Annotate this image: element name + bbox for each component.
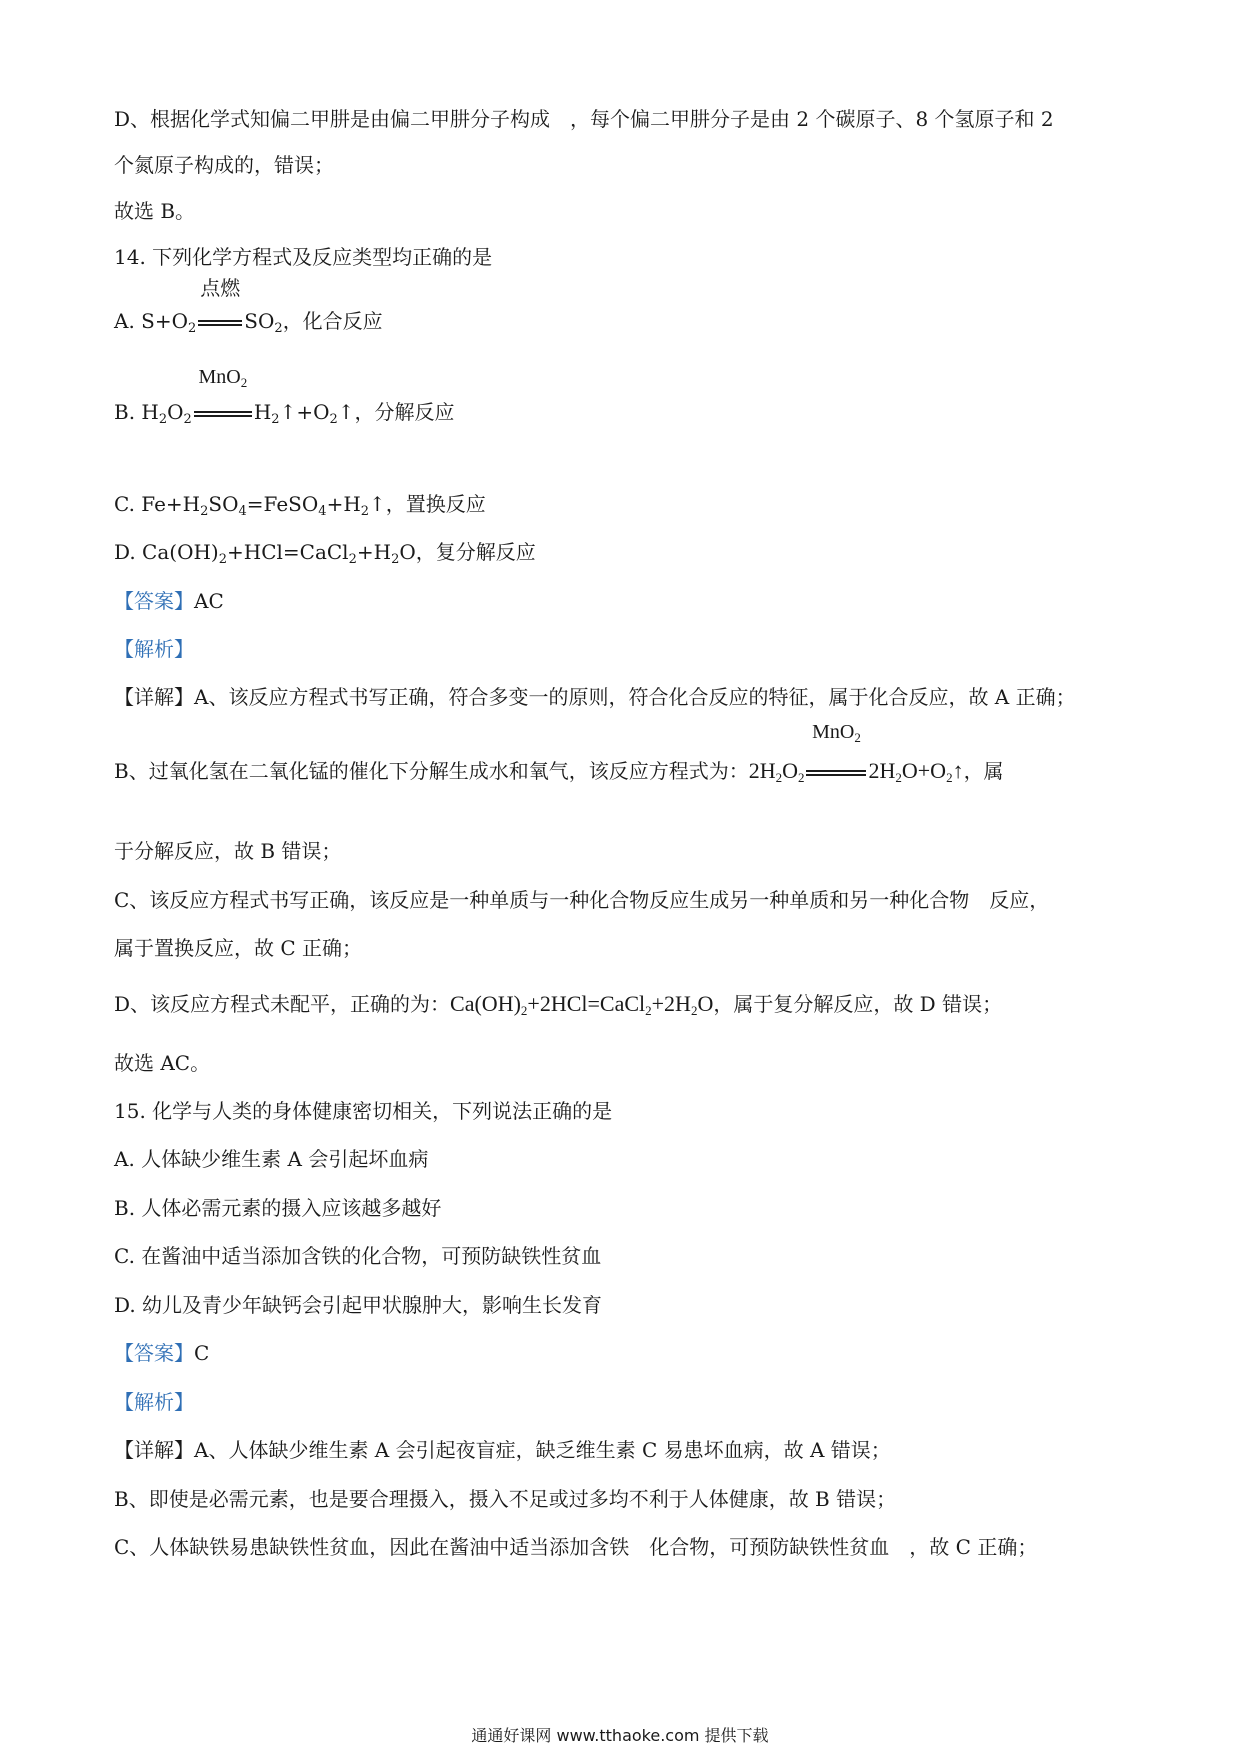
q14-detail-c-line-1: C、该反应方程式书写正确，该反应是一种单质与一种化合物反应生成另一种单质和另一种化合物 反应， — [114, 888, 1050, 912]
condition-arrow: 点燃 — [198, 307, 242, 335]
q14-option-b: B. $H_2O_2$ MnO$_2$ $H_2↑+O_2↑$，分解反应 — [114, 366, 455, 427]
q14-option-a: A. $S+O_2$ 点燃 $SO_2$，化合反应 — [114, 276, 383, 336]
q14-option-d: D. $Ca(OH)_2+HCl=CaCl_2+H_2O$，复分解反应 — [114, 540, 536, 567]
q15-analysis-tag: 【解析】 — [114, 1390, 194, 1414]
q14-analysis-tag: 【解析】 — [114, 637, 194, 661]
q14-detail-d: D、该反应方程式未配平，正确的为：$Ca(OH)_2+2HCl=CaCl_2+2H_2O$，属于复分解反应，故 D 错误； — [114, 991, 1003, 1018]
q15-option-c: C. 在酱油中适当添加含铁的化合物，可预防缺铁性贫血 — [114, 1244, 602, 1268]
answer-tag: 【答案】 — [114, 589, 194, 613]
q15-detail-b: B、即使是必需元素，也是要合理摄入，摄入不足或过多均不利于人体健康，故 B 错误； — [114, 1487, 897, 1511]
q15-option-b: B. 人体必需元素的摄入应该越多越好 — [114, 1196, 442, 1220]
q14-detail-c-line-2: 属于置换反应，故 C 正确； — [114, 936, 363, 960]
page-footer: 通通好课网 www.tthaoke.com 提供下载 — [471, 1726, 769, 1745]
condition-arrow: MnO$_2$ — [806, 757, 866, 785]
q15-detail-a: 【详解】A、人体缺少维生素 A 会引起夜盲症，缺乏维生素 C 易患坏血病，故 A 错误； — [114, 1438, 891, 1462]
prev-item-d-line-2: 个氮原子构成的，错误； — [114, 153, 334, 177]
detail-tag: 【详解】 — [114, 1438, 194, 1462]
detail-tag: 【详解】 — [114, 685, 194, 709]
choose-ac: 故选 AC。 — [114, 1051, 211, 1075]
q15-detail-c: C、人体缺铁易患缺铁性贫血，因此在酱油中适当添加含铁 化合物，可预防缺铁性贫血 ，故 C 正确； — [114, 1535, 1038, 1559]
q14-option-c: C. $Fe+H_2SO_4=FeSO_4+H_2↑$，置换反应 — [114, 492, 486, 519]
q14-detail-a: 【详解】A、该反应方程式书写正确，符合多变一的原则，符合化合反应的特征，属于化合反应，故 A 正确； — [114, 685, 1076, 709]
choose-b: 故选 B。 — [114, 199, 196, 223]
q15-answer: 【答案】C — [114, 1341, 210, 1365]
q14-answer: 【答案】AC — [114, 589, 224, 613]
q14-detail-b: B、过氧化氢在二氧化锰的催化下分解生成水和氧气，该反应方程式为：$2H_2O_2$ MnO$_2$ $2H_2O+O_2↑$，属 — [114, 721, 1004, 785]
condition-arrow: MnO$_2$ — [194, 398, 252, 426]
question-14: 14. 下列化学方程式及反应类型均正确的是 — [114, 245, 493, 269]
q14-detail-b-continued: 于分解反应，故 B 错误； — [114, 839, 342, 863]
prev-item-d-line-1: D、根据化学式知偏二甲肼是由偏二甲肼分子构成 ，每个偏二甲肼分子是由 2 个碳原子、8 个氢原子和 2 — [114, 107, 1054, 131]
q15-option-d: D. 幼儿及青少年缺钙会引起甲状腺肿大，影响生长发育 — [114, 1293, 603, 1317]
answer-tag: 【答案】 — [114, 1341, 194, 1365]
question-15: 15. 化学与人类的身体健康密切相关，下列说法正确的是 — [114, 1099, 613, 1123]
q15-option-a: A. 人体缺少维生素 A 会引起坏血病 — [114, 1147, 429, 1171]
